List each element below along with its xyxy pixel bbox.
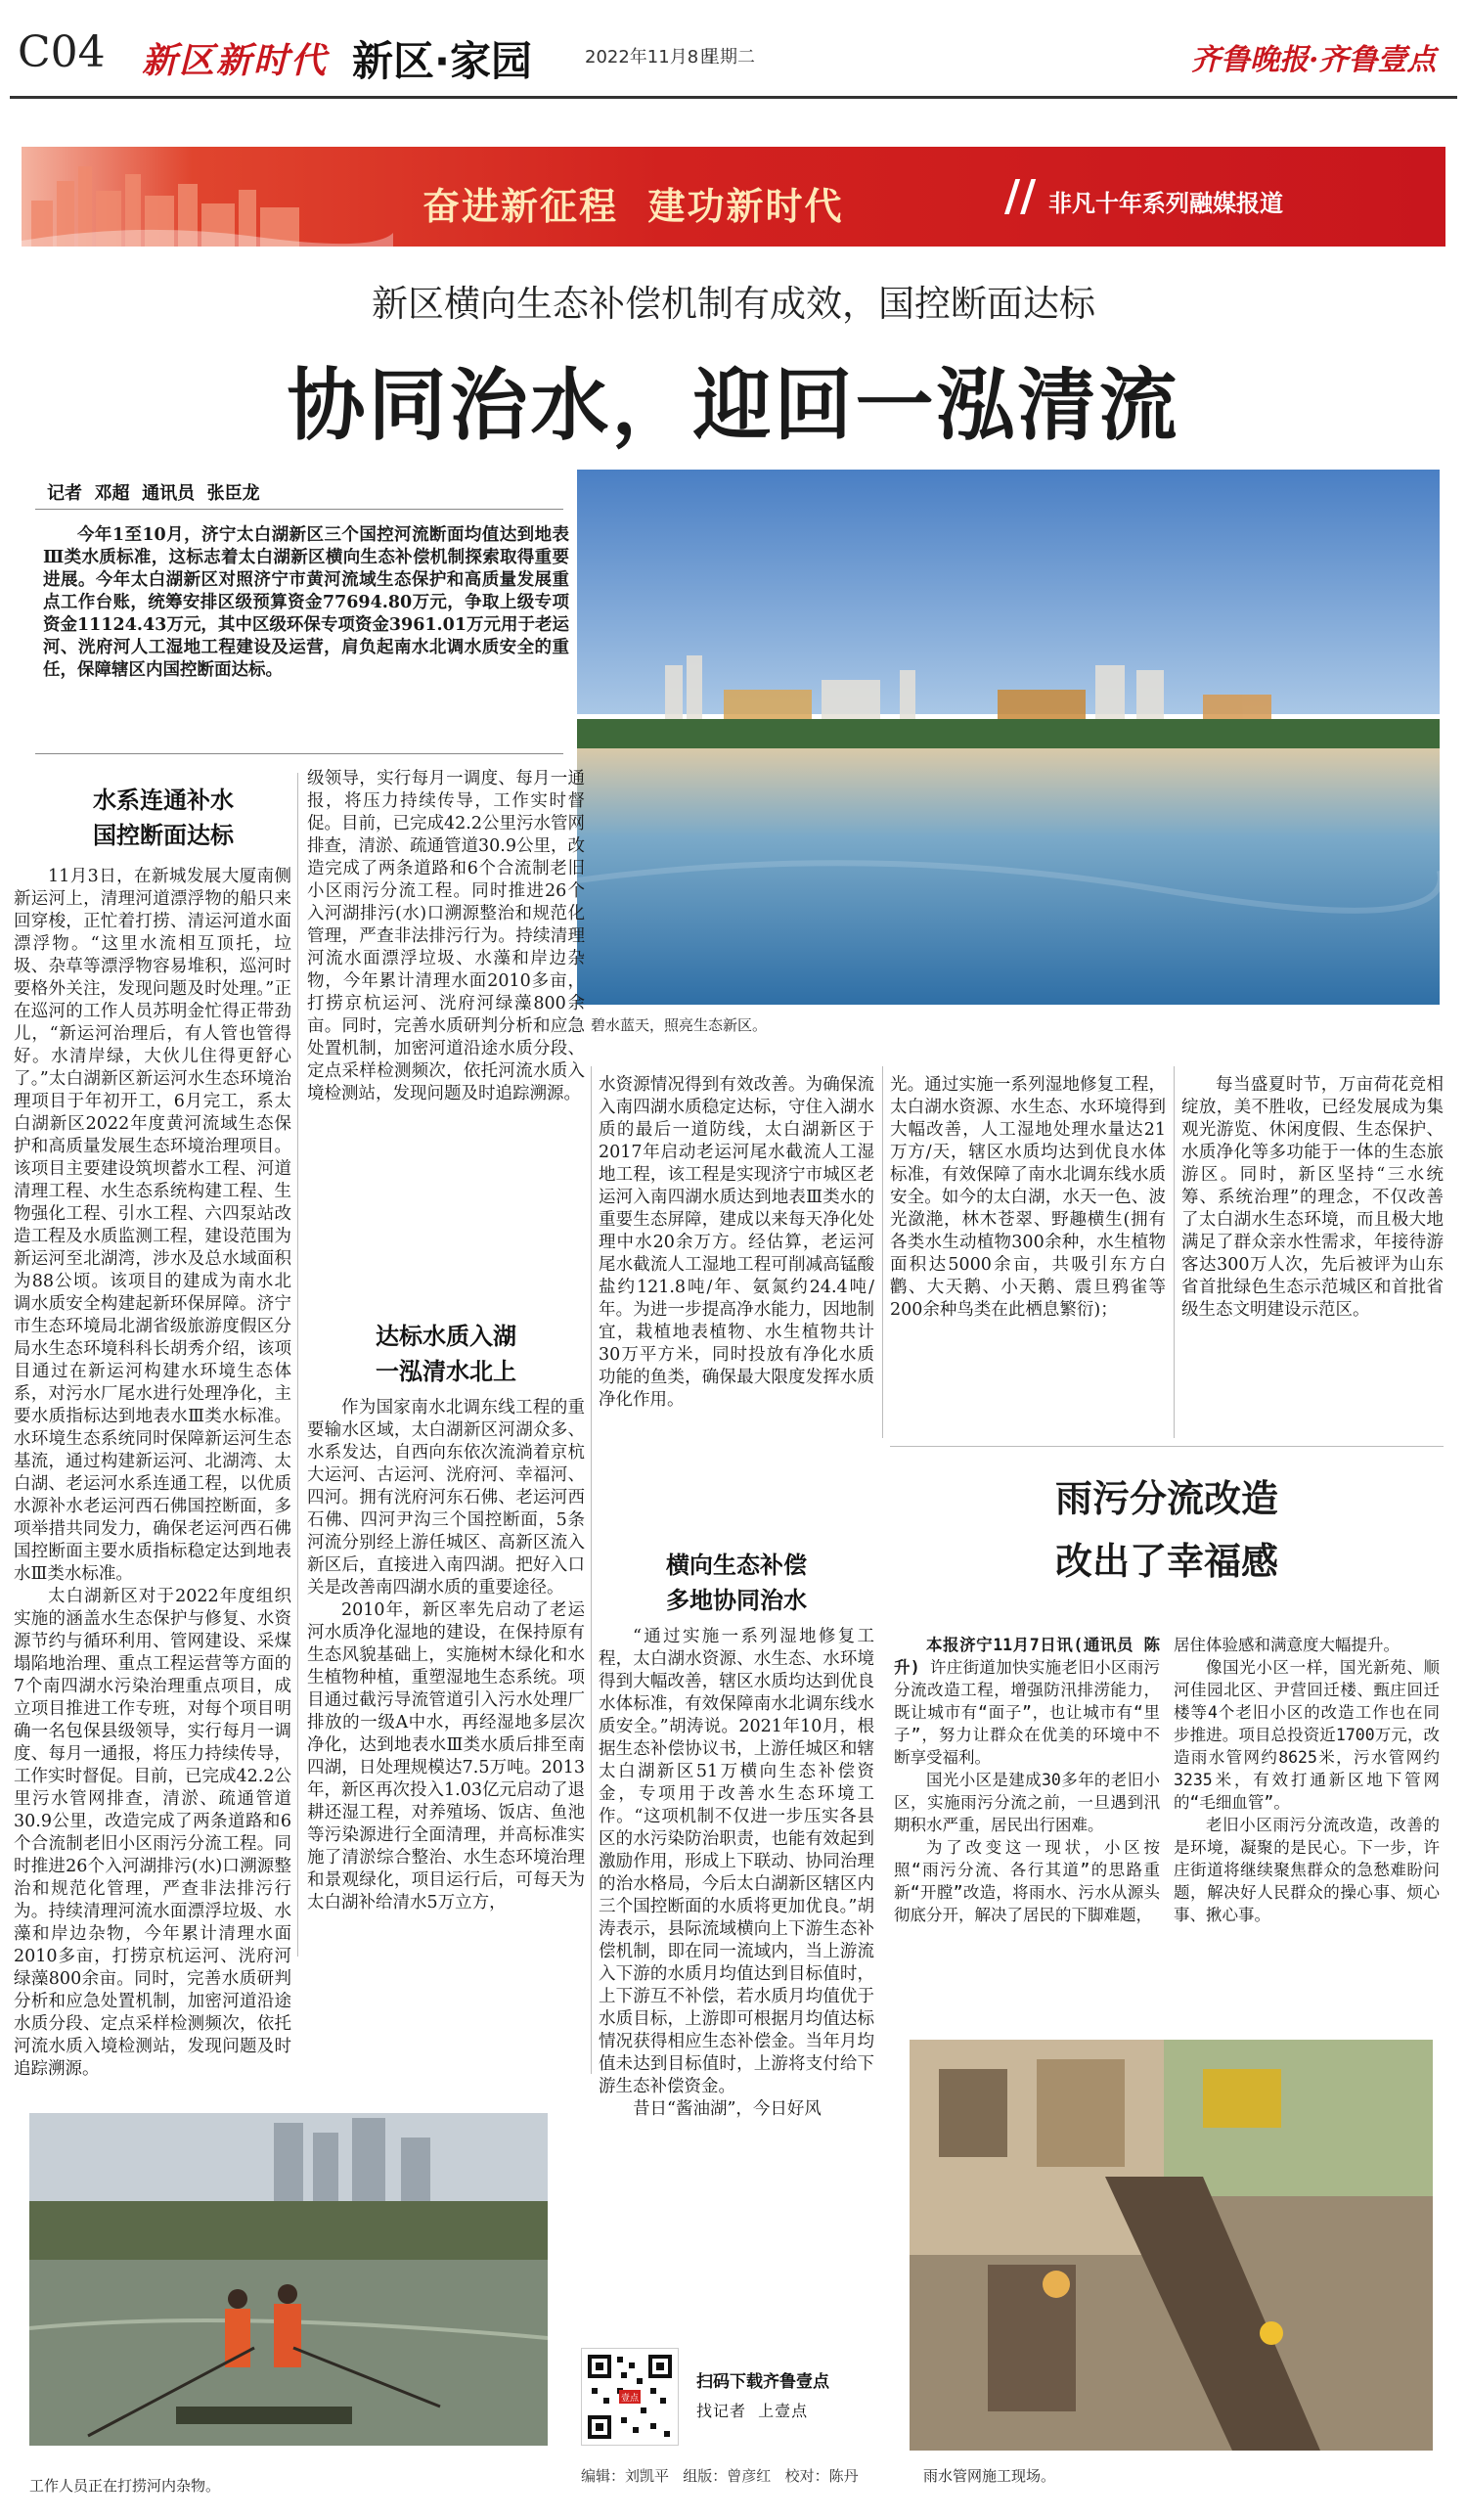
article-paragraph: 2010年，新区率先启动了老运河水质净化湿地的建设，在保持原有生态风貌基础上，实施树木绿化和水生植物种植，重塑湿地生态系统。项目通过截污导流管道引入污水处理厂排放的一级A中水，再经湿地多层次净化，达到地表水Ⅲ类水质后排至南四湖，日处理规模达7.5万吨。2013年，新区再次投入1.03亿元启动了退耕还湿工程，对养殖场、饭店、鱼池等污染源进行全面清理，并高标准实施了清淤综合整治、水生态环境治理和景观绿化，项目运行后，可每天为太白湖补给清水5万立方，	[307, 1600, 585, 1912]
section-heading-line: 多地协同治水	[666, 1586, 807, 1614]
section-heading-line: 国控断面达标	[93, 821, 234, 849]
banner-slogan: 奋进新征程 建功新时代	[422, 185, 844, 228]
sidebar-dateline: 本报济宁11月7日讯(通讯员 陈升)	[894, 1636, 1160, 1677]
sidebar-paragraph: 居住体验感和满意度大幅提升。	[1174, 1636, 1400, 1654]
brand-logo: 齐鲁晚报·齐鲁壹点	[1191, 43, 1437, 77]
section-heading-line: 一泓清水北上	[376, 1357, 516, 1385]
article-lead	[43, 524, 569, 682]
sidebar-headline-line: 雨污分流改造	[1054, 1476, 1278, 1520]
article-column-5	[1181, 1074, 1444, 1434]
article-paragraph: 级领导，实行每月一调度、每月一通报，将压力持续传导，工作实时督促。目前，已完成42.2公里污水管网排查，清淤、疏通管道30.9公里，改造完成了两条道路和6个合流制老旧小区雨污分流工程。同时推进26个入河湖排污(水)口溯源整治和规范化管理，严查非法排污行为。持续清理河流水面漂浮垃圾、水藻和岸边杂物，今年累计清理水面2010多亩，打捞京杭运河、洸府河绿藻800余亩。同时，完善水质研判分析和应急处置机制，加密河道沿途水质分段、定点采样检测频次，依托河流水质入境检测站，发现问题及时追踪溯源。	[307, 769, 585, 1103]
masthead-rule	[10, 96, 1457, 99]
series-banner	[22, 147, 1445, 247]
section-heading-line: 达标水质入湖	[376, 1322, 516, 1350]
lead-rule	[35, 753, 563, 754]
section-heading	[35, 783, 291, 853]
byline-rule	[35, 509, 563, 510]
qr-title: 扫码下载齐鲁壹点	[696, 2372, 829, 2392]
qr-code	[581, 2348, 679, 2446]
article-paragraph: 11月3日，在新城发展大厦南侧新运河上，清理河道漂浮物的船只来回穿梭，正忙着打捞、清运河道水面漂浮物。“这里水流相互顶托，垃圾、杂草等漂浮物容易堆积，巡河时要格外关注，发现问题及时处理。”正在巡河的工作人员苏明金忙得正带劲儿，“新运河治理后，有人管也管得好。水清岸绿，大伙儿住得更舒心了。”太白湖新区新运河水生态环境治理项目于年初开工，6月完工，系太白湖新区2022年度黄河流域生态保护和高质量发展生态环境治理项目。该项目主要建设筑坝蓄水工程、河道清理工程、水生态系统构建工程、生物强化工程、引水工程、六四泵站改造工程及水质监测工程，建设范围为新运河至北湖湾，涉水及总水域面积为88公顷。该项目的建成为南水北调水质安全构建起新环保屏障。济宁市生态环境局北湖省级旅游度假区分局水生态环境科科长胡秀介绍，该项目通过在新运河构建水环境生态体系，对污水厂尾水进行处理净化，主要水质指标达到地表水Ⅲ类水标准。水环境生态系统同时保障新运河生态基流，通过构建新运河、北湖湾、太白湖、老运河水系连通工程，以优质水源补水老运河西石佛国控断面，多项举措共同发力，确保老运河西石佛国控断面主要水质指标稳定达到地表水Ⅲ类水标准。	[14, 867, 291, 1584]
article-paragraph: 水资源情况得到有效改善。为确保流入南四湖水质稳定达标，守住入湖水质的最后一道防线，太白湖新区于2017年启动老运河尾水截流人工湿地工程，该工程是实现济宁市城区老运河入南四湖水质达到地表Ⅲ类水的重要生态屏障，建成以来每天净化处理中水20余万方。经估算，老运河尾水截流人工湿地工程可削减高锰酸盐约121.8吨/年、氨氮约24.4吨/年。为进一步提高净水能力，因地制宜，栽植地表植物、水生植物共计30万平方米，同时投放有净化水质功能的鱼类，确保最大限度发挥水质净化作用。	[599, 1075, 874, 1410]
sidebar-top-rule	[890, 1446, 1444, 1447]
workers-photo-caption: 工作人员正在打捞河内杂物。	[29, 2477, 221, 2495]
qr-subtitle: 找记者 上壹点	[696, 2402, 809, 2420]
sidebar-column-1	[894, 1634, 1160, 2025]
lake-photo-image	[577, 470, 1440, 1005]
article-column-3	[599, 1074, 874, 1544]
article-column-2b	[307, 1397, 585, 2072]
byline: 记者 邓超 通讯员 张臣龙	[47, 483, 260, 504]
column-divider	[882, 1066, 883, 1438]
sidebar-paragraph: 国光小区是建成30多年的老旧小区，实施雨污分流之前，一旦遇到汛期积水严重，居民出行困难。	[894, 1771, 1160, 1834]
column-divider	[297, 773, 298, 1957]
article-paragraph: 昔日“酱油湖”，今日好风	[633, 2099, 822, 2119]
section-heading-line: 横向生态补偿	[666, 1551, 807, 1579]
paper-name: 新区新时代	[142, 40, 329, 81]
article-column-2	[307, 768, 585, 1308]
sidebar-dateline-paragraph	[894, 1634, 1160, 1769]
column-divider	[591, 1066, 592, 2074]
article-paragraph: 每当盛夏时节，万亩荷花竞相绽放，美不胜收，已经发展成为集观光游览、休闲度假、生态保护、水质净化等多功能于一体的生态旅游区。同时，新区坚持“三水统筹、系统治理”的理念，不仅改善了太白湖水生态环境，而且极大地满足了群众亲水性需求，年接待游客达300万人次，先后被评为山东省首批绿色生态示范城区和首批省级生态文明建设示范区。	[1181, 1075, 1444, 1320]
sidebar-paragraph: 老旧小区雨污分流改造，改善的是环境，凝聚的是民心。下一步，许庄街道将继续聚焦群众的急愁难盼问题，解决好人民群众的操心事、烦心事、揪心事。	[1174, 1816, 1440, 1924]
column-divider	[1174, 1066, 1175, 1438]
article-paragraph: “通过实施一系列湿地修复工程，太白湖水资源、水生态、水环境得到大幅改善，辖区水质均达到优良水体标准，有效保障南水北调东线水质安全。”胡涛说。2021年10月，根据生态补偿协议书，上游任城区和辖太白湖新区51万横向生态补偿资金，专项用于改善水生态环境工作。“这项机制不仅进一步压实各县区的水污染防治职责，也能有效起到激励作用，形成上下联动、协同治理的治水格局，今后太白湖新区辖区内三个国控断面的水质将更加优良。”胡涛表示，县际流域横向上下游生态补偿机制，即在同一流域内，当上游流入下游的水质月均值达到目标值时，上下游互不补偿，若水质月均值优于水质目标，上游即可根据月均值达标情况获得相应生态补偿金。当年月均值未达到目标值时，上游将支付给下游生态补偿资金。	[599, 1627, 874, 2096]
workers-photo	[29, 2113, 548, 2446]
article-paragraph: 作为国家南水北调东线工程的重要输水区域，太白湖新区河湖众多、水系发达，自西向东依次流淌着京杭大运河、古运河、洸府河、幸福河、四河。拥有洸府河东石佛、老运河西石佛、四河尹沟三个国控断面，5条河流分别经上游任城区、高新区流入新区后，直接进入南四湖。把好入口关是改善南四湖水质的重要途径。	[307, 1398, 585, 1598]
section-heading-line: 水系连通补水	[93, 786, 234, 814]
sidebar-headline	[890, 1467, 1444, 1593]
page-code: C04	[18, 27, 106, 77]
article-column-4	[890, 1074, 1166, 1434]
lake-photo	[577, 470, 1440, 1005]
article-paragraph: 太白湖新区对于2022年度组织实施的涵盖水生态保护与修复、水资源节约与循环利用、管网建设、采煤塌陷地治理、重点工程运营等方面的7个南四湖水污染治理重点项目，成立项目推进工作专班，对每个项目明确一名包保县级领导，实行每月一调度、每月一通报，将压力持续传导，工作实时督促。目前，已完成42.2公里污水管网排查，清淤、疏通管道30.9公里，改造完成了两条道路和6个合流制老旧小区雨污分流工程。同时推进26个入河湖排污(水)口溯源整治和规范化管理，严查非法排污行为。持续清理河流水面漂浮垃圾、水藻和岸边杂物，今年累计清理水面2010多亩，打捞京杭运河、洸府河绿藻800余亩。同时，完善水质研判分析和应急处置机制，加密河道沿途水质分段、定点采样检测频次，依托河流水质入境检测站，发现问题及时追踪溯源。	[14, 1587, 291, 2079]
article-paragraph: 光。通过实施一系列湿地修复工程，太白湖水资源、水生态、水环境得到大幅改善，人工湿地处理水量达21万方/天，辖区水质均达到优良水体标准，有效保障了南水北调东线水质安全。如今的太白湖，水天一色、波光潋滟，林木苍翠、野趣横生(拥有各类水生动植物300余种，水生植物面积达5000余亩，共吸引东方白鹳、大天鹅、小天鹅、震旦鸦雀等200余种鸟类在此栖息繁衍)；	[890, 1075, 1166, 1320]
page-credits: 编辑：刘凯平 组版：曾彦红 校对：陈丹	[581, 2467, 859, 2485]
pipe-photo-caption: 雨水管网施工现场。	[923, 2467, 1056, 2485]
section-heading	[307, 1319, 585, 1389]
section-heading	[599, 1548, 874, 1618]
article-kicker: 新区横向生态补偿机制有成效，国控断面达标	[372, 283, 1095, 325]
banner-slash-icon: //	[1004, 171, 1037, 221]
article-column-3b	[599, 1626, 874, 2328]
sidebar-paragraph: 为了改变这一现状，小区按照“雨污分流、各行其道”的思路重新“开膛”改造，将雨水、污水从源头彻底分开，解决了居民的下脚难题，	[894, 1838, 1160, 1924]
pipe-photo	[910, 2040, 1433, 2451]
qr-label: 壹点	[621, 2394, 640, 2404]
sidebar-paragraph: 许庄街道加快实施老旧小区雨污分流改造工程，增强防汛排涝能力，既让城市有“面子”，也让城市有“里子”，努力让群众在优美的环境中不断享受福利。	[894, 1658, 1161, 1767]
sidebar-paragraph: 像国光小区一样，国光新苑、顺河佳园北区、尹营回迁楼、甄庄回迁楼等4个老旧小区的改造工作也在同步推进。项目总投资近1700万元，改造雨水管网约8625米，污水管网约3235米，有效打通新区地下管网的“毛细血管”。	[1174, 1658, 1440, 1812]
lead-paragraph: 今年1至10月，济宁太白湖新区三个国控河流断面均值达到地表Ⅲ类水质标准，这标志着太白湖新区横向生态补偿机制探索取得重要进展。今年太白湖新区对照济宁市黄河流域生态保护和高质量发展重点工作台账，统筹安排区级预算资金77694.80万元，争取上级专项资金11124.43万元，其中区级环保专项资金3961.01万元用于老运河、洸府河人工湿地工程建设及运营，肩负起南水北调水质安全的重任，保障辖区内国控断面达标。	[43, 525, 569, 680]
article-headline: 协同治水，迎回一泓清流	[287, 359, 1180, 451]
sidebar-column-2	[1174, 1634, 1440, 2025]
masthead	[0, 0, 1467, 115]
skyline-graphic	[22, 147, 393, 247]
lake-photo-caption: 碧水蓝天，照亮生态新区。	[591, 1016, 768, 1034]
issue-date: 2022年11月8日	[585, 47, 717, 68]
workers-photo-image	[29, 2113, 548, 2446]
banner-series: 非凡十年系列融媒报道	[1048, 190, 1283, 217]
pipe-photo-image	[910, 2040, 1433, 2451]
section-name: 新区·家园	[352, 37, 532, 85]
sidebar-headline-line: 改出了幸福感	[1054, 1539, 1278, 1583]
issue-weekday: 星期二	[702, 47, 755, 68]
article-column-1	[14, 866, 291, 2079]
